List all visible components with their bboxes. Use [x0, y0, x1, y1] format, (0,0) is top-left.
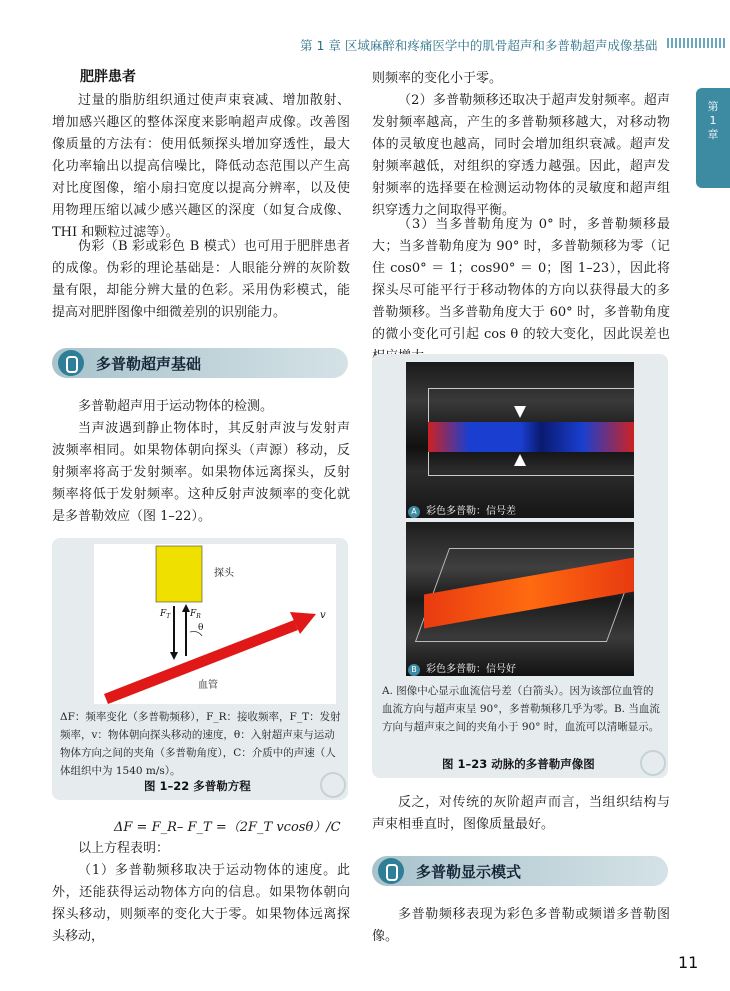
- white-arrow-down: [514, 406, 526, 418]
- ultrasound-image-b: [406, 522, 634, 676]
- figure-1-23-note: A. 图像中心显示血流信号差（白箭头）。因为该部位血管的血流方向与超声束呈 90°，多普勒频移几乎为零。B. 当血流方向与超声束之间的夹角小于 90° 时，血流可以清晰显示。: [382, 685, 660, 733]
- paragraph-doppler-2: 当声波遇到静止物体时，其反射声波与发射声波频率相同。如果物体朝向探头（声源）移动，反射频率将高于发射频率。如果物体远离探头，反射频率将低于发射频率。这种反射声波频率的变化就是多普勒效应（图 1–22）。: [52, 421, 350, 524]
- fr-arrowhead: [182, 604, 190, 612]
- corner-decoration-icon: [320, 772, 346, 798]
- paragraph-point-1: （1）多普勒频移取决于运动物体的速度。此外，还能获得运动物体方向的信息。如果物体朝向探头移动，则频率的变化大于零。如果物体远离探头移动，: [52, 863, 350, 944]
- section-doppler-display: [372, 856, 668, 886]
- ft-label: $F_T$: [160, 609, 171, 620]
- section-title: 多普勒超声基础: [96, 355, 202, 373]
- vessel-label: 血管: [198, 680, 218, 691]
- probe-shape: [156, 546, 202, 602]
- paragraph-obese-1: 过量的脂肪组织通过使声束衰减、增加散射、增加感兴趣区的整体深度来影响超声成像。改善图像质量的方法有：使用低频探头增加穿透性，最大化功率输出以提高信噪比，降低动态范围以产生高对比度图像，缩小扇扫宽度以提高分辨率，以及使用物理压缩以减少感兴趣区的深度（如复合成像、THI 和颗粒过滤等）。: [52, 93, 350, 240]
- paragraph-obese-2: 伪彩（B 彩或彩色 B 模式）也可用于肥胖患者的成像。伪彩的理论基础是：人眼能分辨的灰阶数量有限，却能分辨大量的色彩。采用伪彩模式，能提高对肥胖图像中细微差别的识别能力。: [52, 239, 350, 320]
- image-a-label: A 彩色多普勒：信号差: [408, 502, 516, 518]
- figure-1-22-caption: 图 1–22 多普勒方程: [144, 779, 251, 793]
- fr-label: $F_R$: [190, 609, 201, 620]
- header-decoration: [667, 38, 727, 48]
- page-number: 11: [678, 953, 699, 972]
- ft-arrowhead: [170, 652, 178, 660]
- paragraph-point-3: （3）当多普勒角度为 0° 时，多普勒频移最大；当多普勒角度为 90° 时，多普勒频移为零（记住 cos0° ＝ 1；cos90° ＝ 0；图 1–23），因此将探头尽可能平行于移动物体的方向以获得最大的多普勒频移。当多普勒角度大于 60° 时，多普勒角度的微小变化可引起 cos θ 的较大变化，因此误差也: [372, 217, 670, 342]
- corner-decoration-icon: [640, 750, 666, 776]
- paragraph-display-modes: 多普勒频移表现为彩色多普勒或频谱多普勒图像。: [372, 907, 670, 944]
- paragraph-point-2: （2）多普勒频移还取决于超声发射频率。超声发射频率越高，产生的多普勒频移越大，对移动物体的灵敏度也越高，同时会增加组织衰减。超声发射频率越低，对组织的穿透力越强。因此，超声发射频率的选择要在检测运动物体的灵敏度和超声组织穿透力之间取得平衡。: [372, 93, 670, 218]
- ultrasound-image-a: [406, 362, 634, 518]
- figure-1-22-note: ΔF：频率变化（多普勒频移），F_R：接收频率，F_T：发射频率，v：物体朝向探头移动的速度，θ：入射超声束与运动物体方向之间的夹角（多普勒角度），C：介质中的声速（人体组织中为 1540 m/s）。: [60, 711, 341, 777]
- chapter-side-tab: 第 1 章: [696, 88, 730, 188]
- paragraph-doppler-1: 多普勒超声用于运动物体的检测。: [78, 399, 274, 414]
- probe-label: 探头: [214, 568, 234, 579]
- running-header: 第 1 章 区域麻醉和疼痛医学中的肌骨超声和多普勒超声成像基础: [300, 38, 658, 53]
- ultrasound-probe-icon: [378, 858, 404, 884]
- doppler-equation: ΔF = F_R– F_T =（2F_T vcosθ）/C: [114, 820, 341, 835]
- white-arrow-up: [514, 454, 526, 466]
- ultrasound-probe-icon: [58, 350, 84, 376]
- paragraph-equation-intro: 以上方程表明：: [78, 841, 170, 856]
- section-doppler-basics: [52, 348, 348, 378]
- velocity-label: v: [320, 610, 326, 621]
- image-b-label: B 彩色多普勒：信号好: [408, 660, 516, 676]
- doppler-diagram: [94, 544, 336, 704]
- obese-heading: 肥胖患者: [80, 69, 136, 85]
- figure-1-23: [372, 354, 668, 778]
- paragraph-grayscale: 反之，对传统的灰阶超声而言，当组织结构与声束相垂直时，图像质量最好。: [372, 795, 670, 832]
- figure-1-22: [52, 538, 348, 800]
- paragraph-point-1-cont: 则频率的变化小于零。: [372, 71, 503, 86]
- section-title: 多普勒显示模式: [416, 863, 522, 881]
- theta-label: θ: [198, 623, 204, 633]
- figure-1-23-caption: 图 1–23 动脉的多普勒声像图: [442, 757, 595, 771]
